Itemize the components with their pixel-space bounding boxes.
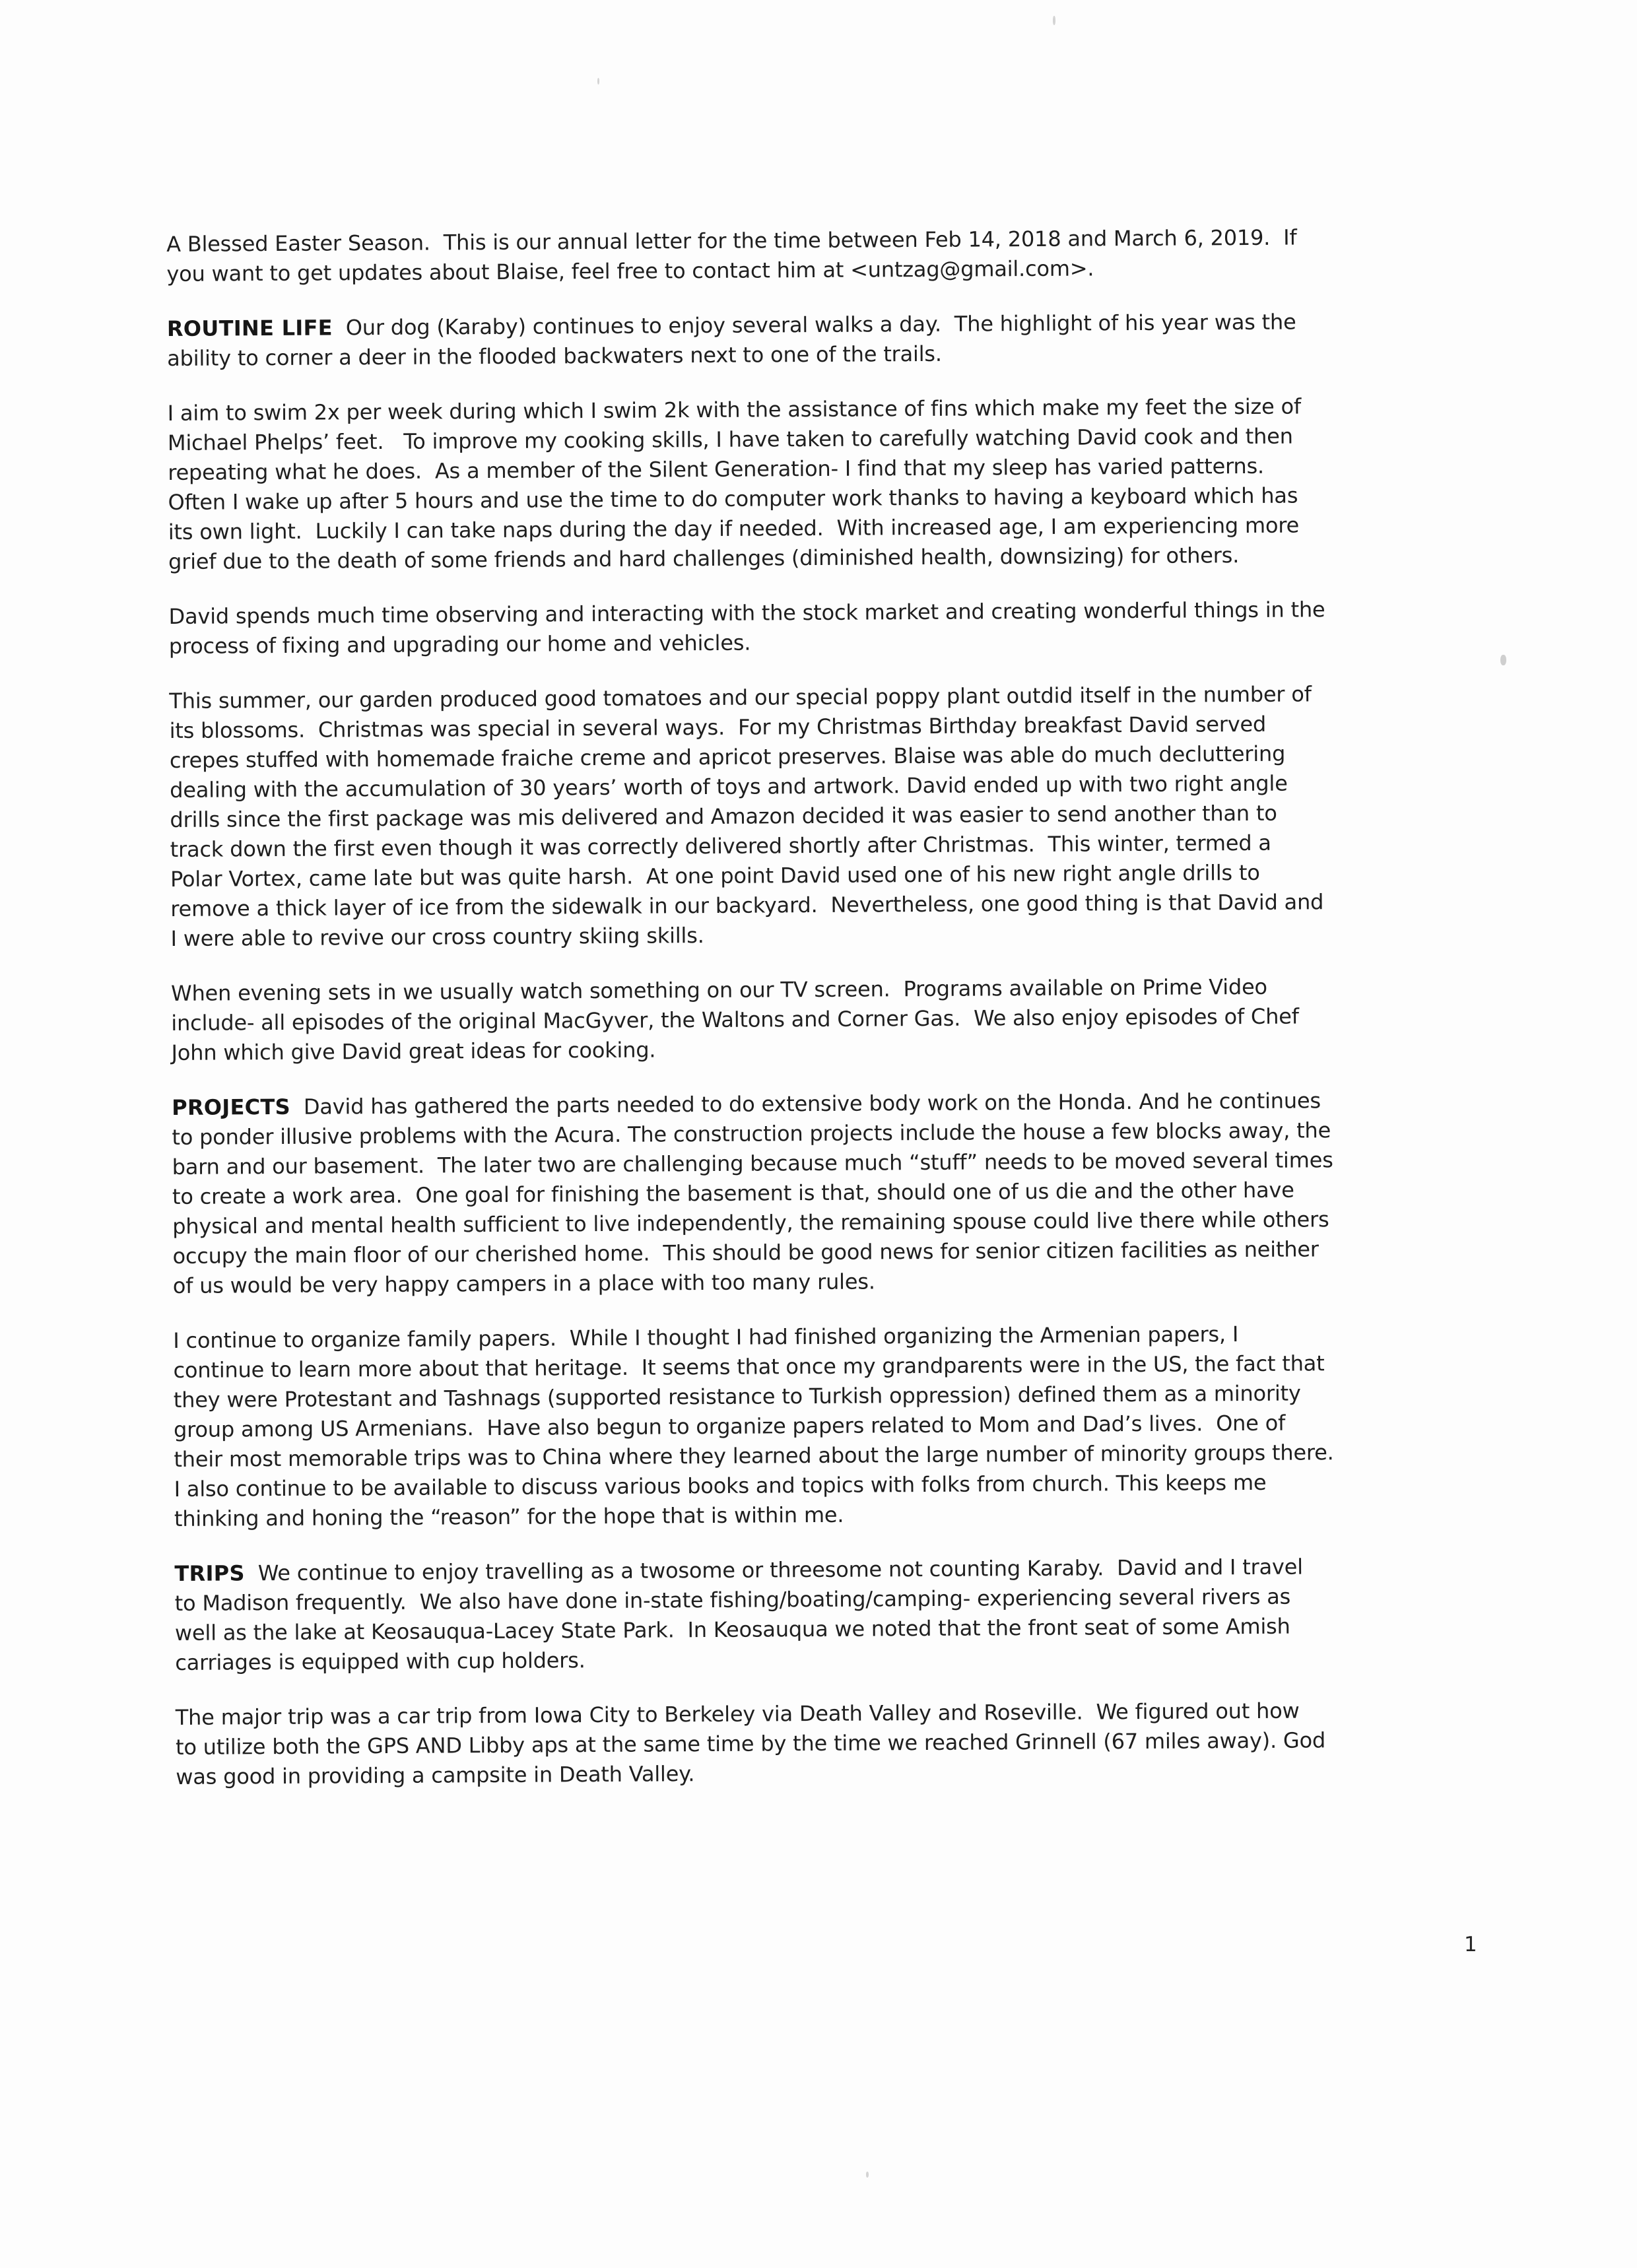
text-line: include- all episodes of the original MacGyver, the Waltons and Corner Gas. We also enjoy episodes of Chef [171, 1003, 1299, 1036]
page-number: 1 [1464, 1933, 1477, 1956]
text-line: remove a thick layer of ice from the sidewalk in our backyard. Nevertheless, one good thing is that David and [170, 889, 1324, 921]
paragraph-trips [174, 1551, 1515, 1678]
text-line: David spends much time observing and interacting with the stock market and creating wonderful things in the [168, 597, 1325, 629]
text-line: Michael Phelps’ feet. To improve my cooking skills, I have taken to carefully watching David cook and then [167, 423, 1293, 455]
text-line: continue to learn more about that heritage. It seems that once my grandparents were in the US, the fact that [173, 1351, 1325, 1383]
text-line: Often I wake up after 5 hours and use the time to do computer work thanks to having a keyboard which has [168, 483, 1298, 515]
text-line: barn and our basement. The later two are challenging because much “stuff” needs to be moved several times [172, 1147, 1333, 1180]
paragraph-major-trip [176, 1695, 1516, 1792]
text-line: occupy the main floor of our cherished home. This should be good news for senior citizen facilities as neither [172, 1236, 1319, 1269]
text-line: I aim to swim 2x per week during which I swim 2k with the assistance of fins which make my feet the size of [167, 393, 1302, 426]
paragraph-greeting [166, 222, 1507, 289]
paragraph-swimming [168, 391, 1509, 577]
letter-body [166, 222, 1516, 1817]
text-line: its blossoms. Christmas was special in several ways. For my Christmas Birthday breakfast David served [169, 711, 1267, 743]
text-line: of us would be very happy campers in a place with too many rules. [172, 1269, 875, 1298]
paragraph-tv-evenings [171, 971, 1512, 1068]
text-line: well as the lake at Keosauqua-Lacey State Park. In Keosauqua we noted that the front seat of some Amish [174, 1613, 1290, 1646]
text-line: repeating what he does. As a member of the Silent Generation- I find that my sleep has varied patterns. [168, 453, 1265, 485]
text-line: Our dog (Karaby) continues to enjoy several walks a day. The highlight of his year was the [332, 309, 1296, 341]
text-line: A Blessed Easter Season. This is our annual letter for the time between Feb 14, 2018 and March 6, 2019. If [166, 224, 1297, 257]
text-line: David has gathered the parts needed to do extensive body work on the Honda. And he continues [290, 1088, 1321, 1119]
text-line: they were Protestant and Tashnags (supported resistance to Turkish oppression) defined them as a minority [173, 1380, 1301, 1413]
text-line: was good in providing a campsite in Death Valley. [176, 1761, 695, 1789]
text-line: dealing with the accumulation of 30 years’ worth of toys and artwork. David ended up with two right angle [170, 770, 1288, 803]
text-line: to utilize both the GPS AND Libby aps at the same time by the time we reached Grinnell (67 miles away). God [175, 1727, 1326, 1760]
text-line: I also continue to be available to discuss various books and topics with folks from church. This keeps me [174, 1469, 1267, 1502]
text-line: I continue to organize family papers. While I thought I had finished organizing the Armenian papers, I [173, 1321, 1239, 1353]
scan-artifact [597, 78, 599, 84]
text-line: crepes stuffed with homemade fraiche creme and apricot preserves. Blaise was able do much decluttering [169, 741, 1286, 773]
text-line: physical and mental health sufficient to live independently, the remaining spouse could live there while others [172, 1207, 1329, 1239]
text-line: This summer, our garden produced good tomatoes and our special poppy plant outdid itself in the number of [169, 681, 1312, 714]
scan-artifact [1053, 16, 1055, 25]
section-heading-routine-life: ROUTINE LIFE [166, 315, 333, 341]
paragraph-projects [172, 1085, 1513, 1301]
text-line: When evening sets in we usually watch something on our TV screen. Programs available on Prime Video [170, 974, 1267, 1006]
text-line: Polar Vortex, came late but was quite harsh. At one point David used one of his new right angle drills to [170, 859, 1260, 892]
text-line: The major trip was a car trip from Iowa City to Berkeley via Death Valley and Roseville. We figured out how [175, 1698, 1300, 1730]
scan-artifact [866, 2172, 869, 2178]
text-line: ability to corner a deer in the flooded backwaters next to one of the trails. [167, 341, 942, 371]
text-line: process of fixing and upgrading our home and vehicles. [168, 630, 751, 659]
section-heading-trips: TRIPS [174, 1560, 245, 1586]
text-line: grief due to the death of some friends and hard challenges (diminished health, downsizing) for others. [168, 543, 1240, 574]
text-line: We continue to enjoy travelling as a twosome or threesome not counting Karaby. David and I travel [244, 1554, 1303, 1586]
text-line: track down the first even though it was correctly delivered shortly after Christmas. This winter, termed a [170, 830, 1271, 862]
paragraph-summer-christmas-winter [169, 679, 1510, 954]
text-line: you want to get updates about Blaise, feel free to contact him at <untzag@gmail.com>. [166, 255, 1094, 286]
text-line: I were able to revive our cross country skiing skills. [170, 923, 704, 951]
paragraph-david-stock-market [168, 594, 1509, 661]
paragraph-family-papers [173, 1318, 1514, 1534]
text-line: their most memorable trips was to China where they learned about the large number of minority groups there. [174, 1440, 1334, 1472]
text-line: thinking and honing the “reason” for the hope that is within me. [174, 1502, 844, 1531]
text-line: drills since the first package was mis delivered and Amazon decided it was easier to send another than to [170, 800, 1277, 832]
section-heading-projects: PROJECTS [172, 1094, 291, 1120]
text-line: John which give David great ideas for cooking. [171, 1037, 656, 1065]
text-line: group among US Armenians. Have also begun to organize papers related to Mom and Dad’s lives. One of [173, 1410, 1286, 1442]
scan-artifact [1500, 655, 1506, 665]
text-line: to Madison frequently. We also have done in-state fishing/boating/camping- experiencing several rivers as [174, 1584, 1291, 1616]
text-line: its own light. Luckily I can take naps during the day if needed. With increased age, I am experiencing more [168, 512, 1300, 545]
text-line: to ponder illusive problems with the Acura. The construction projects include the house a few blocks away, the [172, 1117, 1331, 1150]
text-line: to create a work area. One goal for finishing the basement is that, should one of us die and the other have [172, 1177, 1294, 1209]
paragraph-routine-life [167, 306, 1508, 374]
text-line: carriages is equipped with cup holders. [175, 1648, 585, 1675]
